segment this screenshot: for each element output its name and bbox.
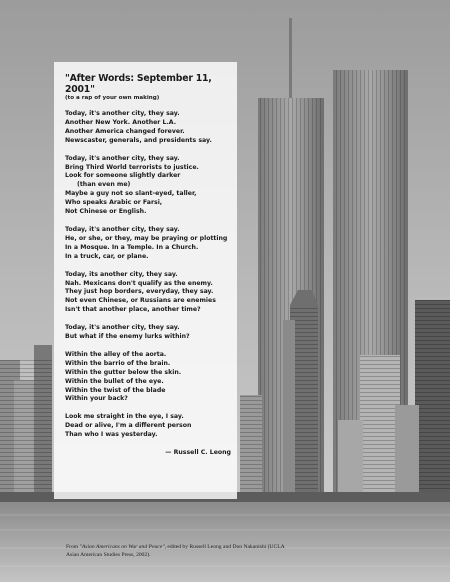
poem-line: Another America changed forever. — [65, 127, 185, 135]
poem-line: Another New York. Another L.A. — [65, 118, 177, 126]
poem-line: Who speaks Arabic or Farsi, — [65, 199, 163, 207]
poem-line: Within the bullet of the eye. — [65, 377, 164, 385]
source-citation — [66, 543, 286, 559]
stanza-1 — [65, 110, 237, 146]
poem-line: Newscaster, generals, and presidents say. — [65, 136, 212, 144]
poem-line: Look for someone slightly darker — [65, 172, 181, 180]
poem-attribution: — Russell C. Leong — [165, 449, 231, 457]
poem-line: Within your back? — [65, 395, 128, 403]
poem-line: Today, it's another city, they say. — [65, 324, 180, 332]
poem-line: Not Chinese or English. — [65, 208, 147, 216]
poem-line: Nah. Mexicans don't qualify as the enemy. — [65, 279, 213, 287]
stanza-3 — [65, 226, 237, 262]
poem-line: Today, it's another city, they say. — [65, 225, 180, 233]
poem-line: Within the twist of the blade — [65, 386, 166, 394]
poem-subtitle: (to a rap of your own making) — [65, 95, 160, 101]
poem-line: Bring Third World terrorists to justice. — [65, 163, 199, 171]
poem-line: (than even me) — [77, 181, 131, 189]
poem-line: He, or she, or they, may be praying or plotting — [65, 234, 228, 242]
poem-line: But what if the enemy lurks within? — [65, 333, 190, 341]
poem-line: Not even Chinese, or Russians are enemies — [65, 297, 216, 305]
poem-line: Today, its another city, they say. — [65, 270, 178, 278]
stanza-5 — [65, 324, 237, 342]
poem-line: Within the barrio of the brain. — [65, 359, 171, 367]
poem-line: Look me straight in the eye, I say. — [65, 413, 184, 421]
poem-line: Maybe a guy not so slant-eyed, taller, — [65, 190, 197, 198]
source-details: , edited by Russell Leong and Don Nakanishi (UCLA Asian American Studies Press, 2002). — [66, 544, 285, 558]
poem-line: Than who I was yesterday. — [65, 431, 158, 439]
poem-block — [65, 73, 237, 456]
poem-line: Within the gutter below the skin. — [65, 368, 182, 376]
poem-line: Today, it's another city, they say. — [65, 110, 180, 117]
poem-line: Within the alley of the aorta. — [65, 350, 167, 358]
poem-line: In a Mosque. In a Temple. In a Church. — [65, 243, 199, 251]
stanza-4 — [65, 271, 237, 316]
poem-line: In a truck, car, or plane. — [65, 252, 149, 260]
poem-line: Today, it's another city, they say. — [65, 154, 180, 162]
source-prefix: From — [66, 544, 80, 550]
poem-line: Isn't that another place, another time? — [65, 306, 201, 314]
poem-title: "After Words: September 11, 2001" — [65, 73, 212, 95]
stanza-2 — [65, 155, 237, 217]
stanza-6 — [65, 351, 237, 404]
poem-line: Dead or alive, I'm a different person — [65, 422, 192, 430]
stanza-7 — [65, 413, 237, 440]
poem-line: They just hop borders, everyday, they say. — [65, 288, 214, 296]
source-book-title: "Asian Americans on War and Peace" — [79, 544, 165, 550]
